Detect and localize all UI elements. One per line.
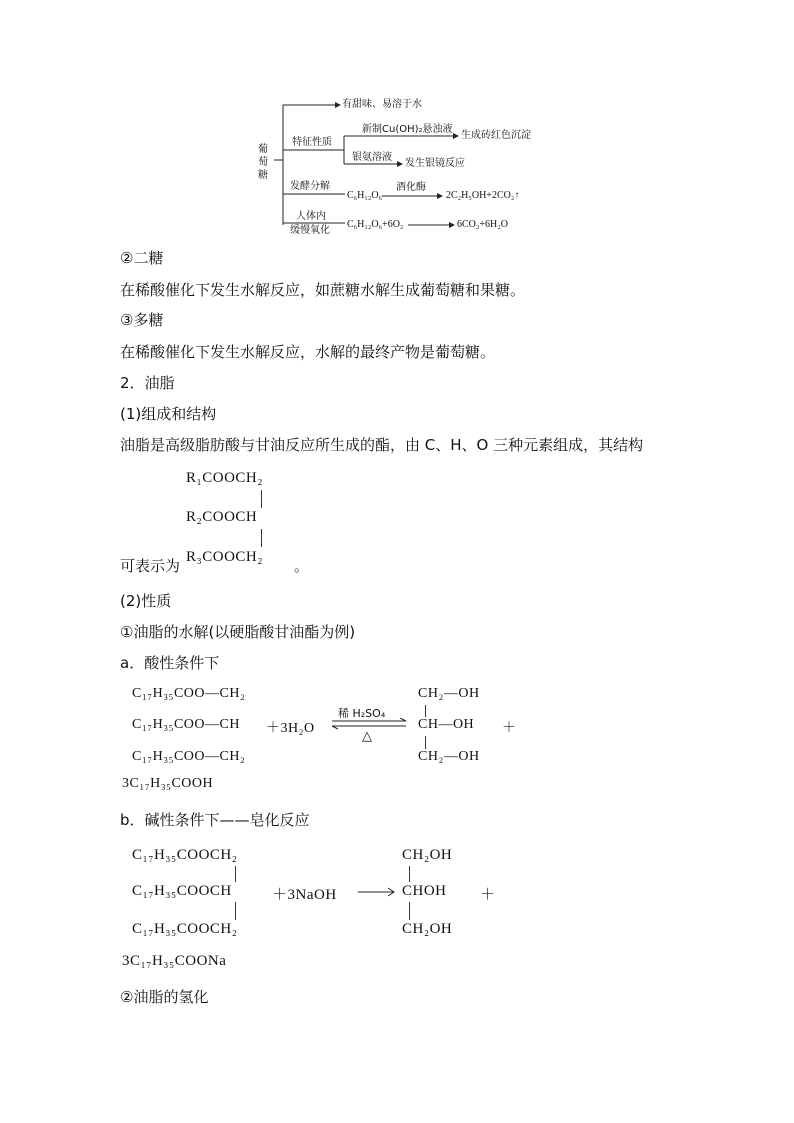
fat-composition-title: (1)组成和结构 xyxy=(120,405,217,423)
base-product-row1: CH₂OH xyxy=(402,847,453,863)
polysaccharide-title: ③多糖 xyxy=(120,311,164,329)
acid-product-row3: CH₂—OH xyxy=(418,749,480,764)
bond-line xyxy=(409,866,410,882)
disaccharide-text: 在稀酸催化下发生水解反应，如蔗糖水解生成葡萄糖和果糖。 xyxy=(120,281,526,299)
ferment-reactant: C₆H₁₂O₆ xyxy=(347,190,383,201)
acid-product-row2: CH—OH xyxy=(418,717,475,732)
base-reactant-row2: C₁₇H₃₅COOCH xyxy=(132,883,232,899)
branch-feature: 特征性质 xyxy=(292,137,332,148)
branch-body-line1: 人体内 xyxy=(296,211,326,222)
structure-row1: R₁COOCH₂ xyxy=(186,470,263,486)
acid-product-stearic-acid: 3C₁₇H₃₅COOH xyxy=(122,776,214,791)
acid-product-row1: CH₂—OH xyxy=(418,686,480,701)
root-char: 糖 xyxy=(258,170,268,181)
structure-lead-text: 可表示为 xyxy=(120,557,181,575)
acid-reactant-row2: C₁₇H₃₅COO—CH xyxy=(132,717,240,732)
acid-plus: ＋ xyxy=(502,721,517,736)
ferment-product: 2C₂H₅OH+2CO₂↑ xyxy=(446,190,520,201)
structure-row3: R₃COOCH₂ xyxy=(186,549,263,565)
structure-end-mark: 。 xyxy=(294,557,310,575)
fat-description: 油脂是高级脂肪酸与甘油反应所生成的酯，由 C、H、O 三种元素组成，其结构 xyxy=(120,436,644,454)
acid-condition-top: 稀 H₂SO₄ xyxy=(338,707,386,720)
hydrolysis-title: ①油脂的水解(以硬脂酸甘油酯为例) xyxy=(120,623,356,641)
base-plus-naoh: ＋3NaOH xyxy=(272,887,337,903)
arrow-right-icon xyxy=(356,886,398,898)
hydrogenation-title: ②油脂的氢化 xyxy=(120,988,209,1006)
diagram-root xyxy=(258,143,270,182)
bond-line xyxy=(425,705,426,717)
body-product: 6CO₂+6H₂O xyxy=(457,219,508,230)
acid-plus-water: ＋3H₂O xyxy=(266,721,315,736)
polysaccharide-text: 在稀酸催化下发生水解反应，水解的最终产物是葡萄糖。 xyxy=(120,343,496,361)
branch-ferment: 发酵分解 xyxy=(290,181,330,192)
base-product-row2: CHOH xyxy=(402,883,447,899)
base-product-soap: 3C₁₇H₃₅COONa xyxy=(122,953,227,969)
root-char: 萄 xyxy=(258,157,268,168)
acid-condition-title: a．酸性条件下 xyxy=(120,654,220,672)
feature-cu-reagent: 新制Cu(OH)₂悬浊液 xyxy=(362,124,453,135)
base-reactant-row3: C₁₇H₃₅COOCH₂ xyxy=(132,921,238,937)
acid-reactant-row3: C₁₇H₃₅COO—CH₂ xyxy=(132,749,246,764)
feature-ag-result: 发生银镜反应 xyxy=(405,158,465,169)
fat-section-title: 2．油脂 xyxy=(120,374,175,392)
bond-line xyxy=(409,902,410,920)
branch-sweet: 有甜味、易溶于水 xyxy=(342,99,422,110)
ferment-catalyst: 酒化酶 xyxy=(396,182,426,193)
acid-reactant-row1: C₁₇H₃₅COO—CH₂ xyxy=(132,686,246,701)
root-char: 葡 xyxy=(258,144,268,155)
feature-ag-reagent: 银氨溶液 xyxy=(352,152,392,163)
bond-line xyxy=(261,490,262,508)
bond-line xyxy=(261,529,262,547)
bond-line xyxy=(425,736,426,749)
base-reactant-row1: C₁₇H₃₅COOCH₂ xyxy=(132,847,238,863)
branch-body-line2: 缓慢氧化 xyxy=(290,225,330,236)
disaccharide-title: ②二糖 xyxy=(120,249,164,267)
properties-title: (2)性质 xyxy=(120,592,172,610)
bond-line xyxy=(235,866,236,882)
acid-condition-bottom: △ xyxy=(362,729,372,744)
feature-cu-result: 生成砖红色沉淀 xyxy=(461,130,531,141)
base-plus: ＋ xyxy=(480,887,496,903)
base-product-row3: CH₂OH xyxy=(402,921,453,937)
bond-line xyxy=(235,902,236,920)
base-condition-title: b．碱性条件下——皂化反应 xyxy=(120,811,310,829)
structure-row2: R₂COOCH xyxy=(186,509,258,525)
body-reactant: C₆H₁₂O₆+6O₂ xyxy=(347,219,404,230)
